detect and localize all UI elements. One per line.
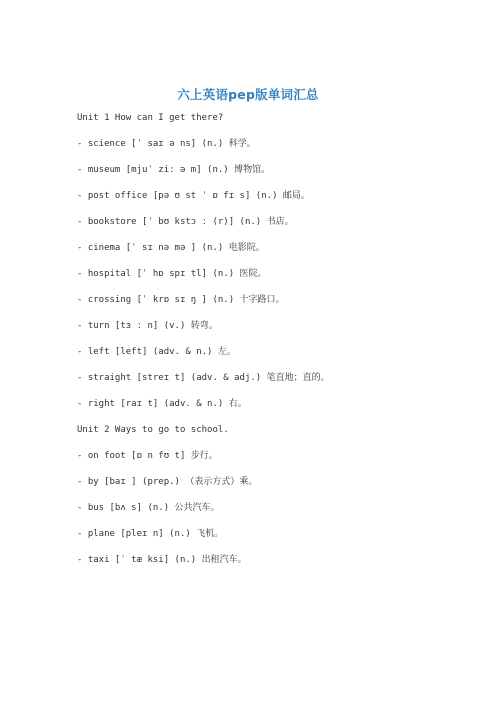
vocab-item: - by [baɪ ] (prep.) （表示方式）乘。	[77, 477, 258, 487]
vocab-item: - right [raɪ t] (adv. & n.) 右。	[77, 399, 247, 409]
vocab-item: - crossing [ˈ krɒ sɪ ŋ ] (n.) 十字路口。	[77, 295, 285, 305]
vocab-item: - turn [tɜ ː n] (v.) 转弯。	[77, 321, 218, 331]
vocab-item: - post office [pə ʊ st ˈ ɒ fɪ s] (n.) 邮局。	[77, 191, 310, 201]
unit-heading: Unit 2 Ways to go to school.	[77, 425, 229, 435]
document-title: 六上英语pep版单词汇总	[177, 87, 319, 102]
vocab-item: - left [left] (adv. & n.) 左。	[77, 347, 236, 357]
vocabulary-list	[77, 112, 477, 580]
vocab-item: - bus [bʌ s] (n.) 公共汽车。	[77, 503, 220, 513]
vocab-item: - cinema [ˈ sɪ nə mə ] (n.) 电影院。	[77, 243, 265, 253]
vocab-item: - museum [mjuˈ ziː ə m] (n.) 博物馆。	[77, 165, 271, 175]
vocab-item: - hospital [ˈ hɒ spɪ tl] (n.) 医院。	[77, 269, 267, 279]
vocab-item: - plane [pleɪ n] (n.) 飞机。	[77, 529, 224, 539]
vocab-item: - bookstore [ˈ bʊ kstɔ ː (r)] (n.) 书店。	[77, 217, 294, 227]
vocab-item: - taxi [ˈ tæ ksi] (n.) 出租汽车。	[77, 555, 247, 565]
vocab-item: - straight [streɪ t] (adv. & adj.) 笔直地；直的。	[77, 373, 330, 383]
unit-heading: Unit 1 How can I get there?	[77, 113, 224, 123]
vocab-item: - science [ˈ saɪ ə ns] (n.) 科学。	[77, 139, 256, 149]
vocab-item: - on foot [ɒ n fʊ t] 步行。	[77, 451, 218, 461]
